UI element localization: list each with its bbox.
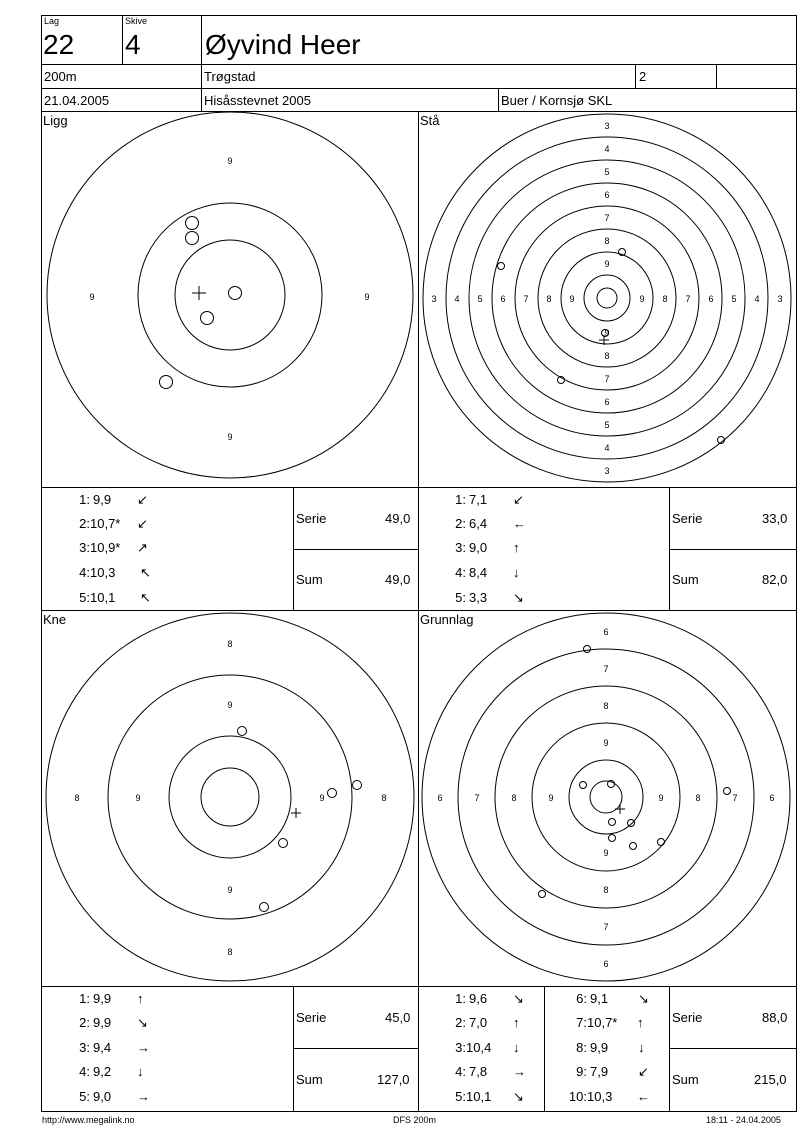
ring-label: 8: [604, 351, 610, 361]
ring-label: 9: [569, 294, 575, 304]
ring-label: 7: [604, 213, 610, 223]
direction-arrow-icon: ↙: [137, 492, 148, 507]
sum-value: 127,0: [377, 1072, 410, 1087]
lag-label: Lag: [44, 16, 60, 26]
ring-label: 6: [604, 190, 610, 200]
shot-row: 7:10,7* ↑: [576, 1015, 644, 1030]
ring-label: 6: [708, 294, 714, 304]
shot-hole: [260, 903, 269, 912]
ring-label: 7: [603, 664, 609, 674]
direction-arrow-icon: ↑: [513, 540, 520, 555]
shot-hole: [724, 788, 731, 795]
direction-arrow-icon: ↖: [140, 565, 151, 580]
target-grunnlag: [419, 611, 796, 986]
serie-label: Serie: [672, 511, 703, 526]
serie-value: 88,0: [762, 1010, 788, 1025]
lag-value: 22: [43, 29, 75, 60]
ring-label: 8: [695, 793, 701, 803]
ring-label: 5: [731, 294, 737, 304]
shot-hole: [238, 727, 247, 736]
shooter-name: Øyvind Heer: [205, 29, 361, 60]
ring-label: 9: [548, 793, 554, 803]
ring-label: 6: [500, 294, 506, 304]
ring-label: 9: [603, 738, 609, 748]
sum-value: 82,0: [762, 572, 788, 587]
direction-arrow-icon: ↑: [137, 991, 144, 1006]
direction-arrow-icon: ↙: [137, 516, 148, 531]
ring-label: 7: [685, 294, 691, 304]
date: 21.04.2005: [44, 93, 110, 108]
direction-arrow-icon: ↘: [513, 991, 524, 1006]
footer-timestamp: 18:11 - 24.04.2005: [706, 1115, 781, 1125]
shot-row: 2:10,7* ↙: [79, 516, 148, 531]
skive-value: 4: [125, 29, 141, 60]
shot-hole: [201, 312, 214, 325]
direction-arrow-icon: ←: [513, 516, 526, 531]
event-name: Hisåsstevnet 2005: [204, 93, 311, 108]
ring-label: 9: [639, 294, 645, 304]
ring-label: 4: [604, 443, 610, 453]
footer-center: DFS 200m: [393, 1115, 437, 1125]
shot-row: 4: 7,8 →: [455, 1064, 526, 1079]
shot-row: 3: 9,4 →: [79, 1040, 150, 1055]
shot-hole: [580, 782, 587, 789]
shot-row: 3:10,4 ↓: [455, 1040, 520, 1055]
ring-label: 7: [523, 294, 529, 304]
ring-label: 8: [227, 639, 233, 649]
direction-arrow-icon: →: [137, 1040, 150, 1055]
ring-label: 9: [227, 156, 233, 166]
shot-row: 10:10,3 ←: [568, 1089, 650, 1104]
ring-label: 8: [662, 294, 668, 304]
ring-label: 9: [658, 793, 664, 803]
shot-row: 3: 9,0 ↑: [455, 540, 520, 555]
shot-hole: [160, 376, 173, 389]
ring-label: 9: [364, 292, 370, 302]
ring-label: 6: [603, 959, 609, 969]
shot-hole: [609, 835, 616, 842]
serie-label: Serie: [296, 1010, 327, 1025]
ring-label: 8: [604, 236, 610, 246]
ring-label: 9: [227, 700, 233, 710]
ring-label: 7: [474, 793, 480, 803]
ring-label: 9: [227, 432, 233, 442]
ring-label: 3: [604, 121, 610, 131]
ring-label: 7: [732, 793, 738, 803]
shot-hole: [609, 819, 616, 826]
venue: Buer / Kornsjø SKL: [501, 93, 613, 108]
shot-hole: [584, 646, 591, 653]
sum-label: Sum: [672, 1072, 699, 1087]
ring-label: 6: [769, 793, 775, 803]
ring-label: 3: [604, 466, 610, 476]
ring-label: 3: [431, 294, 437, 304]
shot-row: 2: 9,9 ↘: [79, 1015, 148, 1030]
shot-hole: [628, 820, 635, 827]
group-center-mark: [615, 804, 625, 814]
skive-label: Skive: [125, 16, 148, 26]
shot-row: 5: 3,3 ↘: [455, 590, 524, 605]
ring-label: 5: [604, 420, 610, 430]
shot-hole: [186, 217, 199, 230]
shot-hole: [658, 839, 665, 846]
group-center-mark: [192, 286, 206, 300]
footer-link[interactable]: http://www.megalink.no: [42, 1115, 135, 1125]
direction-arrow-icon: ↗: [137, 540, 148, 555]
shot-row: 4:10,3 ↖: [79, 565, 151, 580]
direction-arrow-icon: ↘: [513, 1089, 524, 1104]
ring-label: 7: [603, 922, 609, 932]
direction-arrow-icon: ↑: [513, 1015, 520, 1030]
serie-value: 45,0: [385, 1010, 411, 1025]
shot-hole: [328, 789, 337, 798]
club: Trøgstad: [204, 69, 256, 84]
target-kne: [42, 611, 418, 986]
panel-title-kne: Kne: [43, 612, 67, 627]
shot-hole: [229, 287, 242, 300]
shot-row: 4: 8,4 ↓: [455, 565, 520, 580]
shot-row: 1: 9,9 ↙: [79, 492, 148, 507]
serie-label: Serie: [296, 511, 327, 526]
shot-hole: [630, 843, 637, 850]
ring-label: 9: [227, 885, 233, 895]
shot-row: 5:10,1 ↖: [79, 590, 151, 605]
ring-label: 9: [135, 793, 141, 803]
direction-arrow-icon: →: [513, 1064, 526, 1079]
sum-label: Sum: [296, 572, 323, 587]
ring-label: 8: [74, 793, 80, 803]
direction-arrow-icon: ↓: [513, 565, 520, 580]
panel-title-grunnlag: Grunnlag: [420, 612, 474, 627]
ring-label: 6: [604, 397, 610, 407]
ring-label: 9: [603, 848, 609, 858]
shot-row: 6: 9,1 ↘: [576, 991, 649, 1006]
ring-label: 4: [754, 294, 760, 304]
ring-label: 4: [604, 144, 610, 154]
direction-arrow-icon: ↘: [513, 590, 524, 605]
direction-arrow-icon: ↙: [638, 1064, 649, 1079]
shot-hole: [498, 263, 505, 270]
serie-value: 49,0: [385, 511, 411, 526]
ring-label: 8: [511, 793, 517, 803]
group-center-mark: [291, 808, 301, 818]
panel-title-sta: Stå: [420, 113, 440, 128]
sum-label: Sum: [672, 572, 699, 587]
shot-row: 1: 9,6 ↘: [455, 991, 524, 1006]
shot-row: 1: 7,1 ↙: [455, 492, 524, 507]
shot-row: 4: 9,2 ↓: [79, 1064, 144, 1079]
ring-label: 7: [604, 374, 610, 384]
target-ligg: [42, 112, 418, 487]
shot-hole: [186, 232, 199, 245]
shot-row: 8: 9,9 ↓: [576, 1040, 645, 1055]
distance: 200m: [44, 69, 77, 84]
panel-title-ligg: Ligg: [43, 113, 68, 128]
ring-label: 8: [603, 701, 609, 711]
ring-label: 8: [603, 885, 609, 895]
direction-arrow-icon: ↓: [513, 1040, 520, 1055]
shot-row: 2: 7,0 ↑: [455, 1015, 520, 1030]
ring-label: 9: [604, 328, 610, 338]
shot-row: 2: 6,4 ←: [455, 516, 526, 531]
ring-label: 8: [381, 793, 387, 803]
ring-label: 5: [477, 294, 483, 304]
ring-label: 8: [546, 294, 552, 304]
ring-label: 4: [454, 294, 460, 304]
shot-row: 3:10,9* ↗: [79, 540, 148, 555]
shot-row: 1: 9,9 ↑: [79, 991, 144, 1006]
direction-arrow-icon: ↘: [137, 1015, 148, 1030]
shot-row: 5:10,1 ↘: [455, 1089, 524, 1104]
shot-row: 9: 7,9 ↙: [576, 1064, 649, 1079]
shot-hole: [539, 891, 546, 898]
ring-label: 6: [603, 627, 609, 637]
direction-arrow-icon: ↖: [140, 590, 151, 605]
direction-arrow-icon: ↓: [638, 1040, 645, 1055]
ring-label: 9: [604, 259, 610, 269]
sum-value: 215,0: [754, 1072, 787, 1087]
shot-row: 5: 9,0 →: [79, 1089, 150, 1104]
shot-hole: [353, 781, 362, 790]
ring-label: 9: [319, 793, 325, 803]
direction-arrow-icon: →: [137, 1089, 150, 1104]
serie-value: 33,0: [762, 511, 788, 526]
direction-arrow-icon: ↑: [637, 1015, 644, 1030]
ring-label: 5: [604, 167, 610, 177]
sum-label: Sum: [296, 1072, 323, 1087]
ring-label: 6: [437, 793, 443, 803]
direction-arrow-icon: ↓: [137, 1064, 144, 1079]
ring-label: 8: [227, 947, 233, 957]
serie-label: Serie: [672, 1010, 703, 1025]
shot-hole: [279, 839, 288, 848]
sum-value: 49,0: [385, 572, 411, 587]
direction-arrow-icon: ↘: [638, 991, 649, 1006]
class: 2: [639, 69, 647, 84]
ring-label: 3: [777, 294, 783, 304]
target-sta: [419, 112, 796, 487]
direction-arrow-icon: ↙: [513, 492, 524, 507]
direction-arrow-icon: ←: [637, 1089, 650, 1104]
ring-label: 9: [89, 292, 95, 302]
